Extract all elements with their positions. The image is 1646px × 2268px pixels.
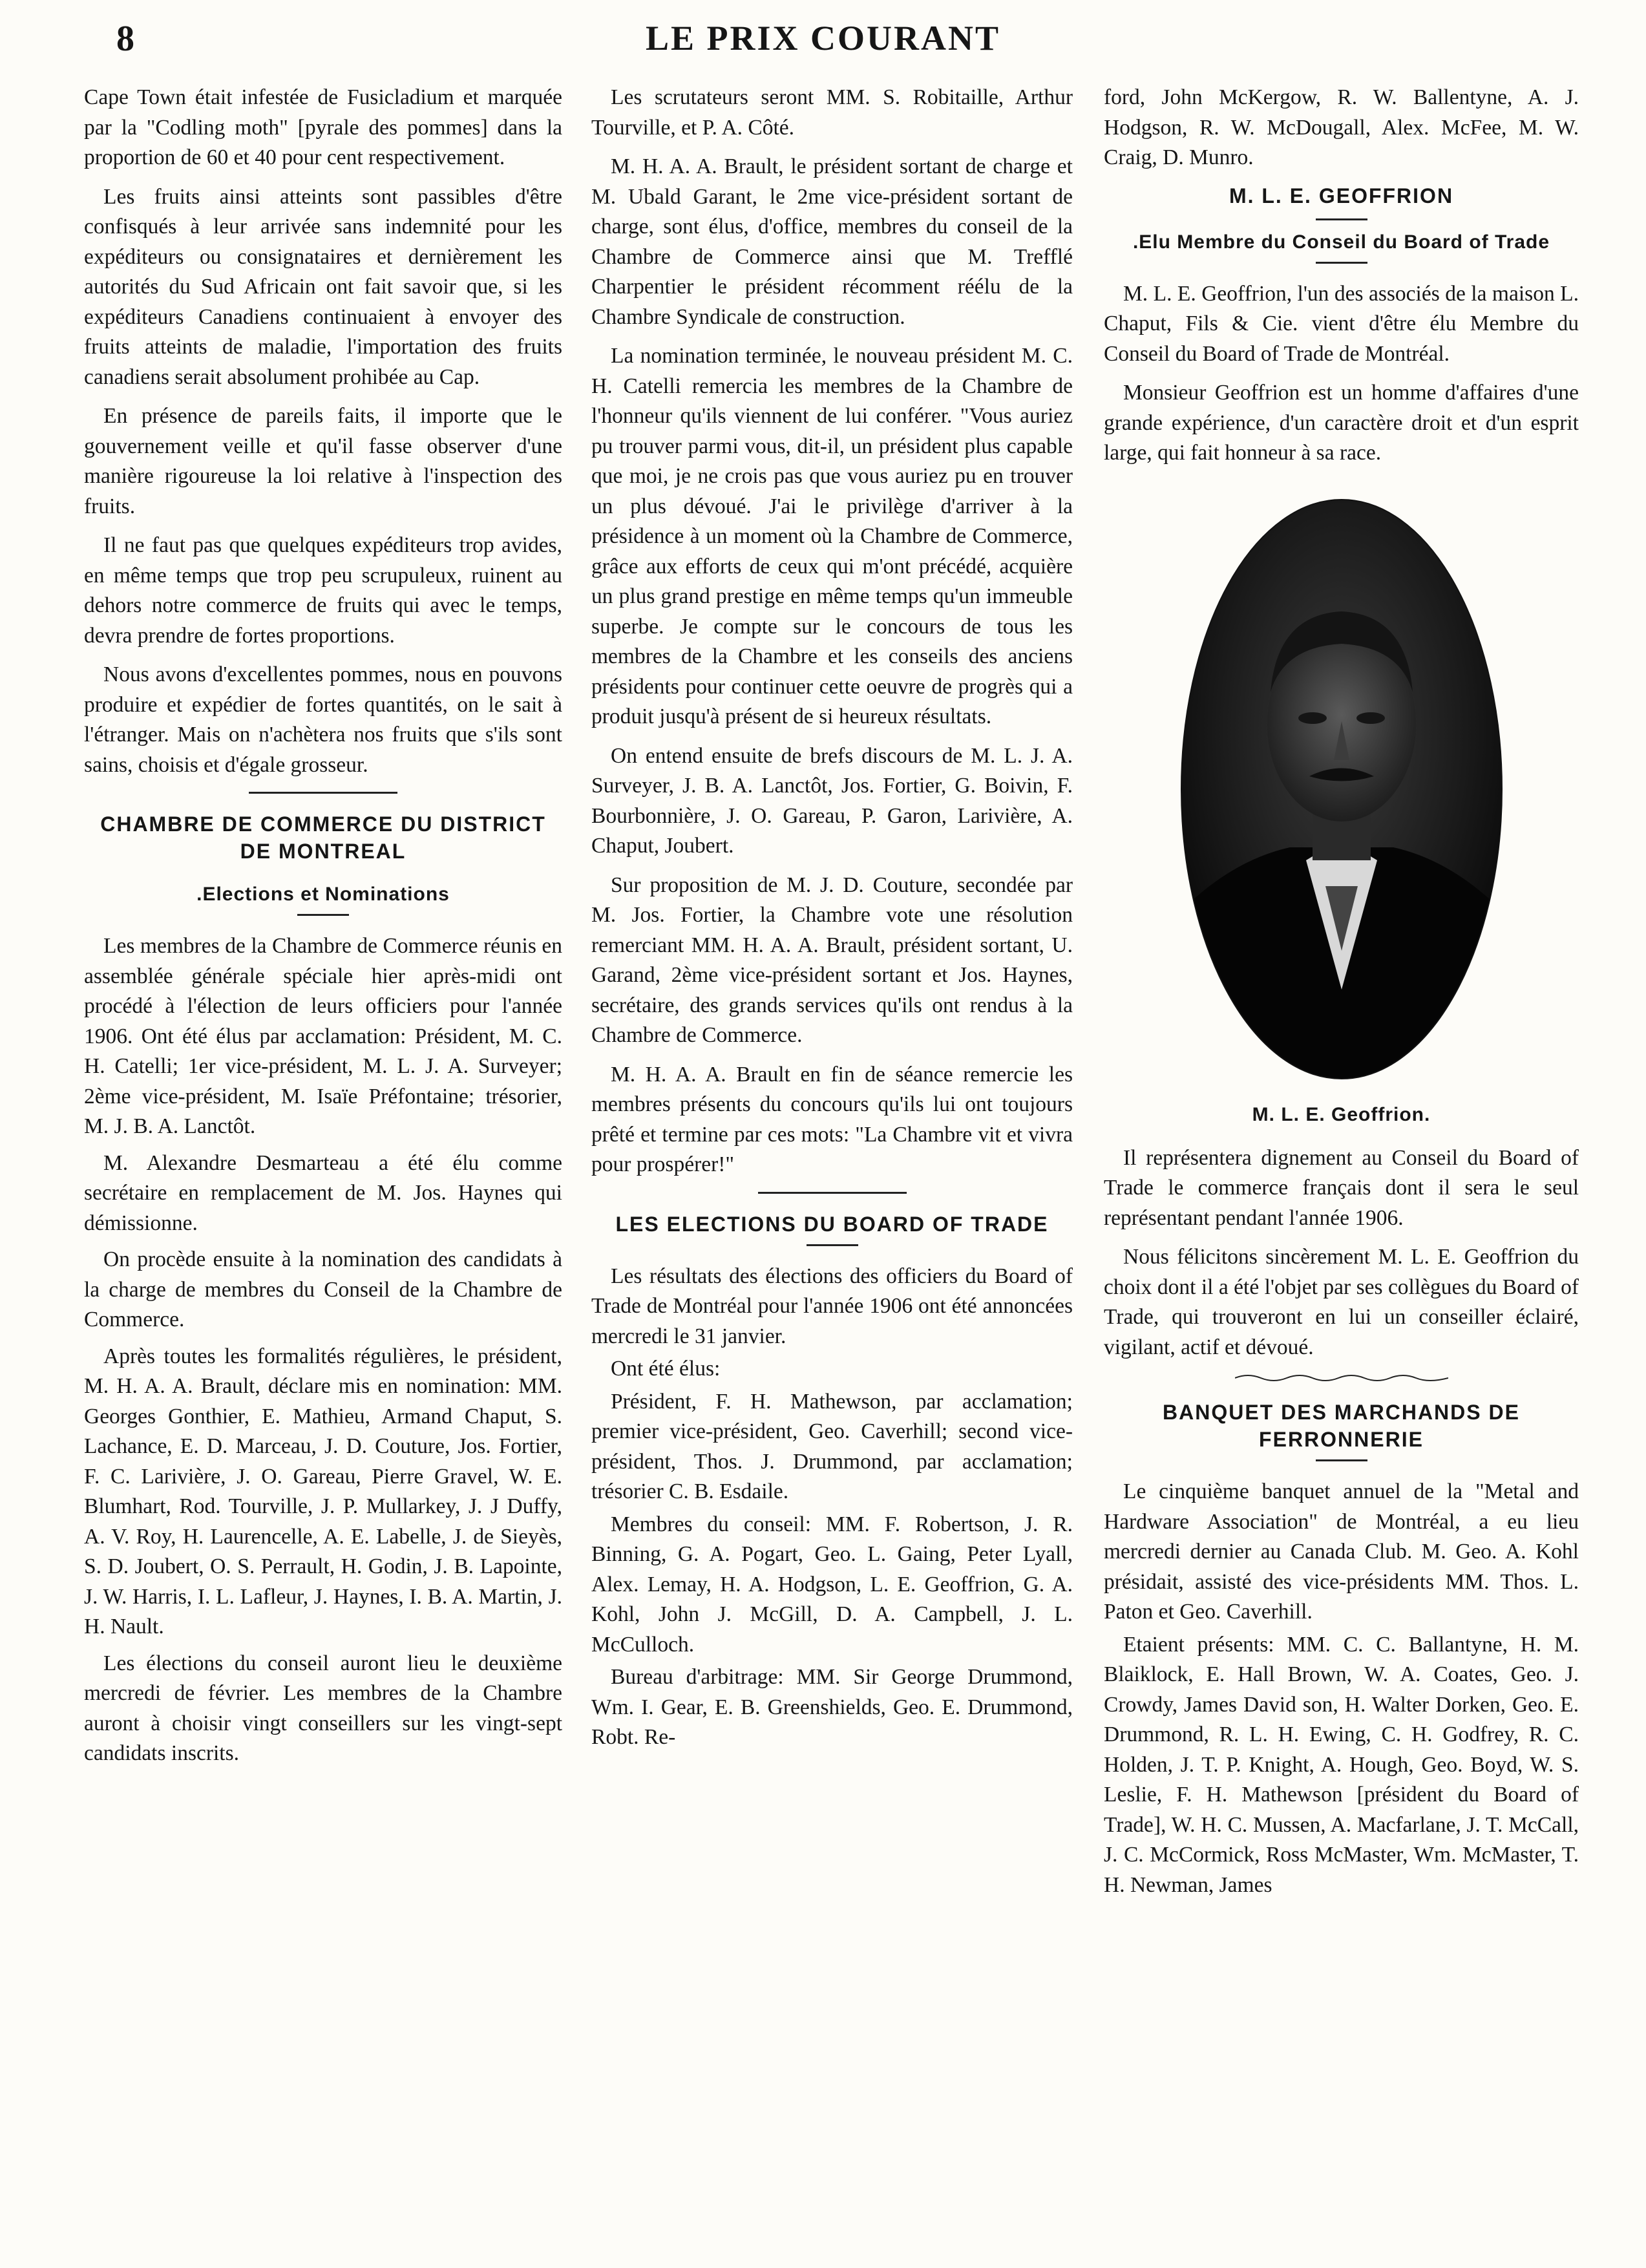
subheading-divider bbox=[807, 1244, 858, 1246]
article-paragraph: Ont été élus: bbox=[611, 1357, 721, 1381]
section-heading-banquet: BANQUET DES MARCHANDS DE FERRONNERIE bbox=[1163, 1401, 1520, 1451]
article-paragraph: Nous avons d'excellentes pommes, nous en pouvons produire et expédier de fortes quantités, on le sait à l'étranger. Mais on n'achètera nos fruits que s'ils sont sains, choisis et d'égale grosseur. bbox=[84, 662, 562, 777]
section-subheading: .Elu Membre du Conseil du Board of Trade bbox=[1132, 231, 1550, 253]
section-divider bbox=[758, 1192, 907, 1194]
subheading-divider bbox=[297, 914, 349, 916]
article-paragraph: Les élections du conseil auront lieu le deuxième mercredi de février. Les membres de la Chambre auront à choisir vingt conseillers sur les vingt-sept candidats inscrits. bbox=[84, 1651, 562, 1765]
article-paragraph: Cape Town était infestée de Fusicladium et marquée par la "Codling moth" [pyrale des pommes] dans la proportion de 60 et 40 pour cent respectivement. bbox=[84, 85, 562, 169]
section-heading-geoffrion: M. L. E. GEOFFRION bbox=[1229, 184, 1454, 207]
article-paragraph: M. H. A. A. Brault en fin de séance remercie les membres présents du concours qu'ils lui ont toujours prêté et termine par ces mots: "La Chambre vit et vivra pour prospérer!" bbox=[591, 1062, 1073, 1176]
portrait-caption: M. L. E. Geoffrion. bbox=[1252, 1103, 1431, 1125]
column-2 bbox=[591, 83, 1073, 1755]
wavy-divider bbox=[1235, 1372, 1448, 1384]
article-paragraph: Nous félicitons sincèrement M. L. E. Geoffrion du choix dont il a été l'objet par ses collègues du Board of Trade, qui trouveront en lui un conseiller éclairé, vigilant, actif et dévoué. bbox=[1104, 1245, 1579, 1359]
subheading-divider bbox=[1316, 1459, 1367, 1461]
article-paragraph: Sur proposition de M. J. D. Couture, secondée par M. Jos. Fortier, la Chambre vote une résolution remerciant MM. H. A. A. Brault, président sortant, U. Garand, 2ème vice-président sortant et Jos. Haynes, secrétaire, des grands services qu'ils ont rendus à la Chambre de Commerce. bbox=[591, 873, 1073, 1047]
article-paragraph: Les scrutateurs seront MM. S. Robitaille, Arthur Tourville, et P. A. Côté. bbox=[591, 85, 1073, 140]
article-paragraph: Membres du conseil: MM. F. Robertson, J. R. Binning, G. A. Pogart, Geo. L. Gaing, Peter Lyall, Alex. Lemay, H. A. Hodgson, L. E. Geoffrion, G. A. Kohl, John J. McGill, D. A. Campbell, J. L. McCulloch. bbox=[591, 1512, 1073, 1657]
page-header bbox=[78, 18, 1568, 70]
masthead-title: LE PRIX COURANT bbox=[645, 19, 1001, 58]
article-paragraph: Monsieur Geoffrion est un homme d'affaires d'une grande expérience, d'un caractère droit et d'un esprit large, qui fait honneur à sa race. bbox=[1104, 381, 1579, 465]
portrait-photo bbox=[1180, 498, 1503, 1080]
page-number: 8 bbox=[116, 19, 134, 59]
column-1 bbox=[84, 83, 562, 1775]
article-paragraph: Les membres de la Chambre de Commerce réunis en assemblée générale spéciale hier après-midi ont procédé à l'élection de leurs officiers pour l'année 1906. Ont été élus par acclamation: Président, M. C. H. Catelli; 1er vice-président, M. L. J. A. Surveyer; 2ème vice-président, M. Isaïe Préfontaine; trésorier, M. J. B. A. Lanctôt. bbox=[84, 934, 562, 1138]
article-paragraph: Il représentera dignement au Conseil du Board of Trade le commerce français dont il sera le seul représentant pendant l'année 1906. bbox=[1104, 1145, 1579, 1230]
article-paragraph: La nomination terminée, le nouveau président M. C. H. Catelli remercia les membres de la Chambre de l'honneur qu'ils viennent de lui conférer. "Vous auriez pu trouver parmi vous, dit-il, un président plus capable que moi, je ne crois pas que vous auriez pu en trouver un plus dévoué. J'ai le privilège d'arriver à la présidence à un moment où la Chambre de Commerce, grâce aux efforts de ceux qui m'ont précédé, acquière un plus grand prestige en même temps qu'un immeuble superbe. Je compte sur le concours de tous les membres de la Chambre et les conseils des anciens présidents pour continuer cette oeuvre de progrès qui a produit jusqu'à présent de si heureux résultats. bbox=[591, 344, 1073, 728]
article-paragraph: En présence de pareils faits, il importe que le gouvernement veille et qu'il fasse observer d'une manière rigoureuse la loi relative à l'inspection des fruits. bbox=[84, 404, 562, 518]
article-paragraph: ford, John McKergow, R. W. Ballentyne, A. J. Hodgson, R. W. McDougall, Alex. McFee, M. W. Craig, D. Munro. bbox=[1104, 85, 1579, 169]
article-paragraph: On entend ensuite de brefs discours de M. L. J. A. Surveyer, J. B. A. Lanctôt, Jos. Fortier, G. Boivin, F. Bourbonnière, J. O. Gareau, P. Garon, Larivière, A. Chaput, Joubert. bbox=[591, 743, 1073, 858]
article-paragraph: Les résultats des élections des officiers du Board of Trade de Montréal pour l'année 1906 ont été annoncées mercredi le 31 janvier. bbox=[591, 1264, 1073, 1348]
article-paragraph: Les fruits ainsi atteints sont passibles d'être confisqués à leur arrivée sans indemnité pour les expéditeurs ou consignataires et dernièrement les autorités du Sud Africain ont fait savoir que, si les expéditeurs Canadiens continuaient à envoyer des fruits atteints de maladie, l'importation des fruits canadiens serait absolument prohibée au Cap. bbox=[84, 184, 562, 389]
section-divider bbox=[249, 792, 397, 794]
subheading-divider bbox=[1316, 218, 1367, 220]
article-paragraph: On procède ensuite à la nomination des candidats à la charge de membres du Conseil de la Chambre de Commerce. bbox=[84, 1247, 562, 1331]
section-subheading: .Elections et Nominations bbox=[196, 884, 450, 905]
article-paragraph: Après toutes les formalités régulières, le président, M. H. A. A. Brault, déclare mis en nomination: MM. Georges Gonthier, E. Mathieu, Armand Chaput, S. Lachance, E. D. Marceau, J. D. Couture, Jos. Fortier, F. C. Larivière, J. O. Gareau, Pierre Gravel, W. E. Blumhart, Rod. Tourville, J. P. Mullarkey, J. J Duffy, A. V. Roy, H. Laurencelle, A. E. Labelle, J. de Sieyès, S. D. Joubert, O. S. Perrault, H. Godin, J. B. Lapointe, J. W. Harris, I. L. Lafleur, J. Haynes, I. B. A. Martin, J. H. Nault. bbox=[84, 1344, 562, 1638]
article-paragraph: Président, F. H. Mathewson, par acclamation; premier vice-président, Geo. Caverhill; second vice-président, Thos. J. Drummond, par acclamation; trésorier C. B. Esdaile. bbox=[591, 1389, 1073, 1503]
column-3 bbox=[1104, 83, 1579, 1903]
article-paragraph: M. L. E. Geoffrion, l'un des associés de la maison L. Chaput, Fils & Cie. vient d'être élu Membre du Conseil du Board of Trade de Montréal. bbox=[1104, 281, 1579, 366]
article-paragraph: M. H. A. A. Brault, le président sortant de charge et M. Ubald Garant, le 2me vice-président sortant de charge, sont élus, d'office, membres du conseil de la Chambre de Commerce ainsi que M. Trefflé Charpentier le président récomment réélu de la Chambre Syndicale de construction. bbox=[591, 154, 1073, 329]
article-paragraph: Bureau d'arbitrage: MM. Sir George Drummond, Wm. I. Gear, E. B. Greenshields, Geo. E. Drummond, Robt. Re- bbox=[591, 1665, 1073, 1749]
article-paragraph: Etaient présents: MM. C. C. Ballantyne, H. M. Blaiklock, E. Hall Brown, W. A. Coates, Geo. J. Crowdy, James David son, H. Walter Dorken, Geo. E. Drummond, R. L. H. Ewing, C. H. Godfrey, R. C. Holden, J. T. P. Knight, A. Hough, Geo. Boyd, W. S. Leslie, F. H. Mathewson [président du Board of Trade], W. H. C. Mussen, A. Macfarlane, J. T. McCall, J. C. McCormick, Ross McMaster, Wm. McMaster, T. H. Newman, James bbox=[1104, 1632, 1579, 1897]
article-paragraph: Le cinquième banquet annuel de la "Metal and Hardware Association" de Montréal, a eu lieu mercredi dernier au Canada Club. M. Geo. A. Kohl présidait, assisté des vice-présidents MM. Thos. L. Paton et Geo. Caverhill. bbox=[1104, 1479, 1579, 1624]
subheading-divider bbox=[1316, 262, 1367, 264]
section-heading-chambre: CHAMBRE DE COMMERCE DU DISTRICT DE MONTREAL bbox=[100, 812, 546, 863]
article-paragraph: Il ne faut pas que quelques expéditeurs trop avides, en même temps que trop peu scrupuleux, ruinent au dehors notre commerce de fruits qui avec le temps, devra prendre de fortes proportions. bbox=[84, 533, 562, 648]
article-paragraph: M. Alexandre Desmarteau a été élu comme secrétaire en remplacement de M. Jos. Haynes qui démissionne. bbox=[84, 1150, 562, 1235]
section-heading-board-of-trade: LES ELECTIONS DU BOARD OF TRADE bbox=[615, 1212, 1049, 1236]
